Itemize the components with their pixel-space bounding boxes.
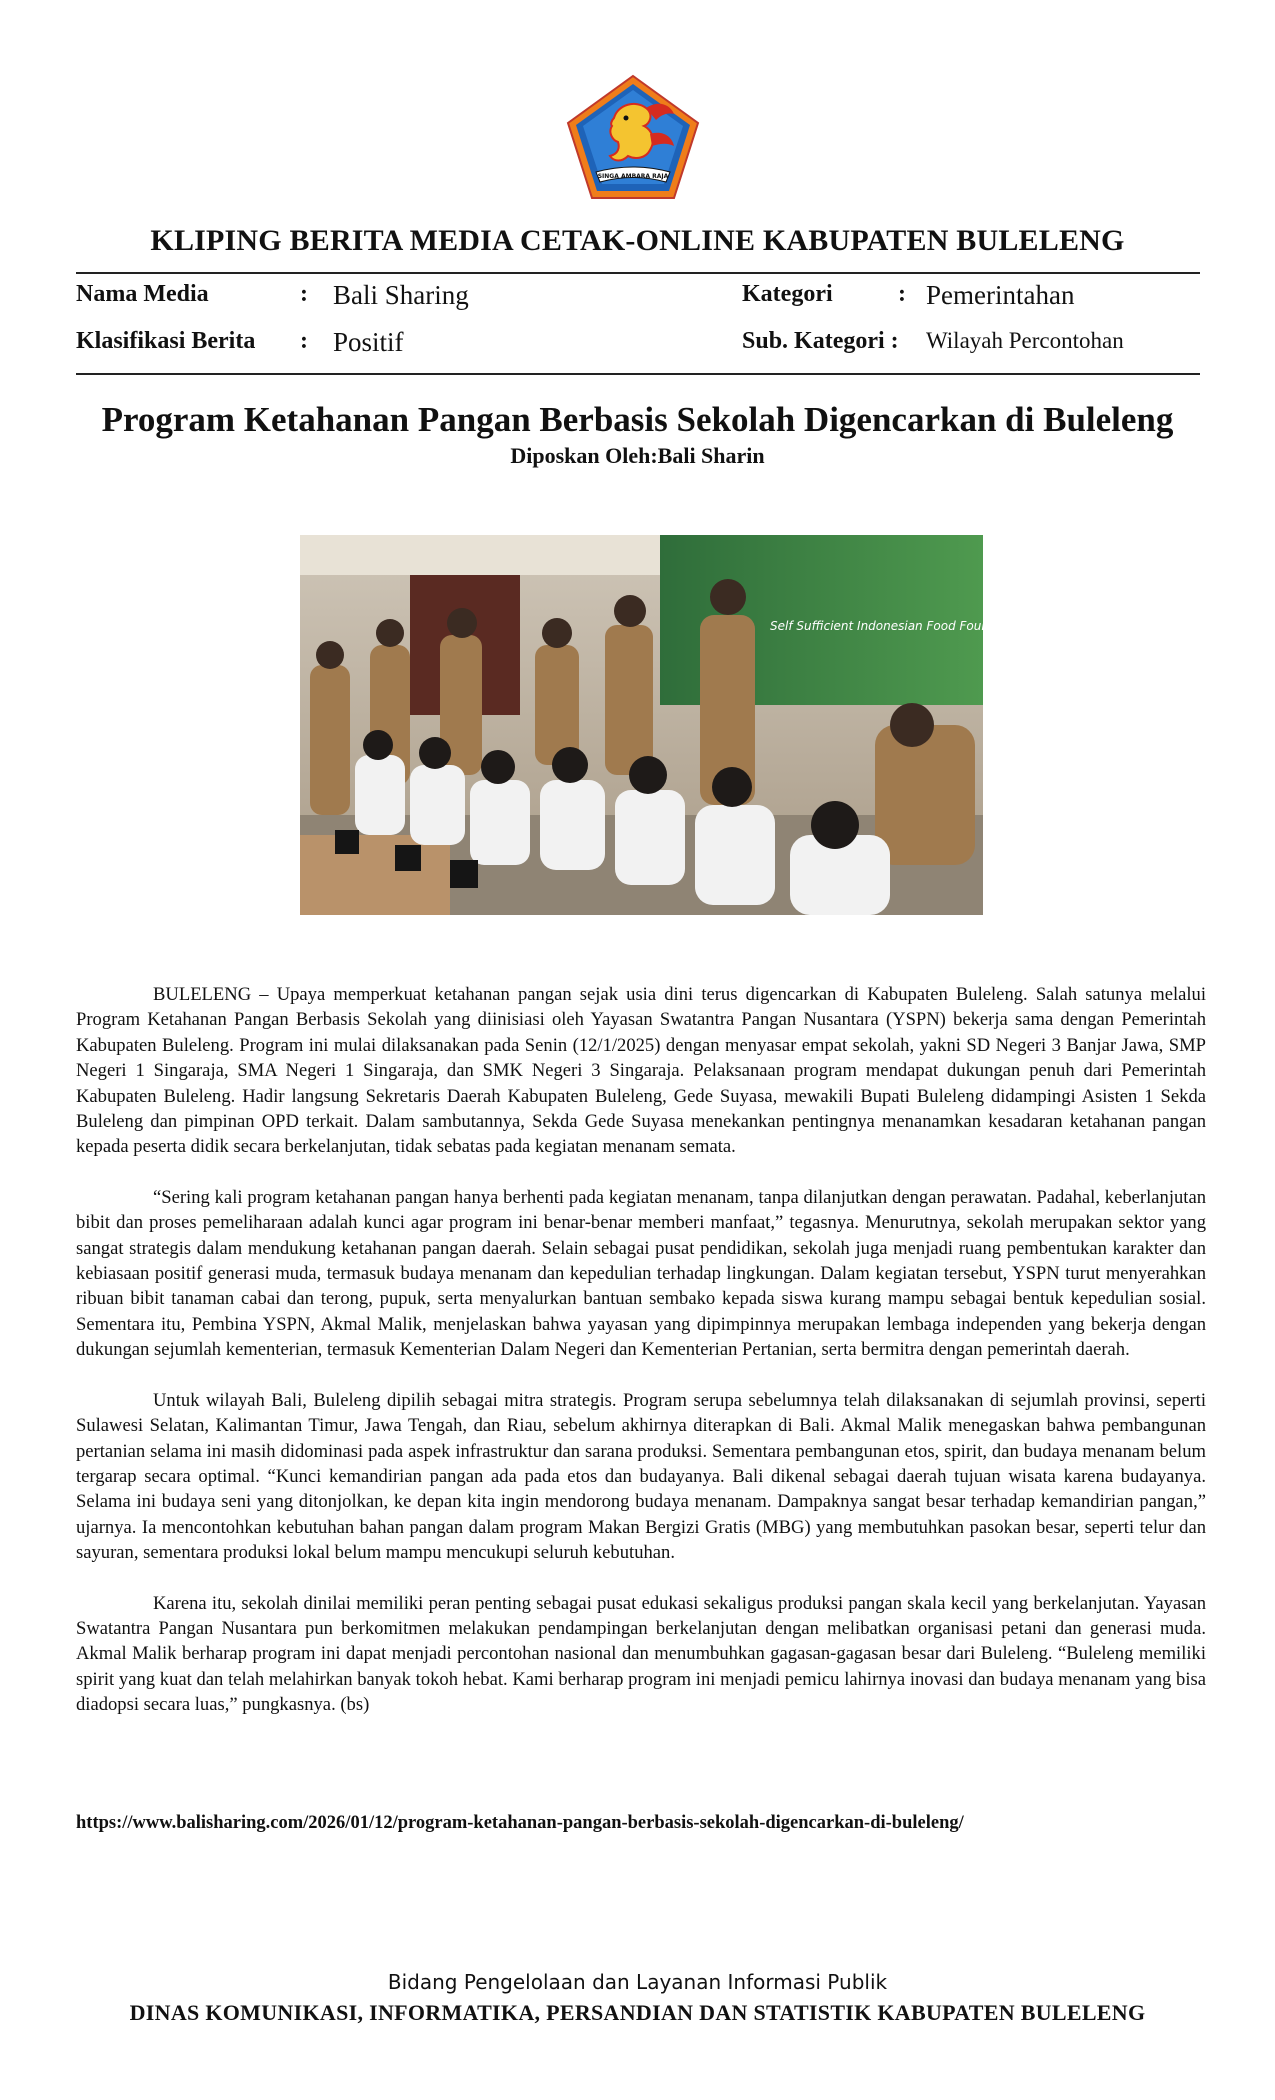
category-colon: :: [898, 281, 906, 307]
article-paragraph: BULELENG – Upaya memperkuat ketahanan pangan sejak usia dini terus digencarkan di Kabupaten Buleleng. Salah satunya melalui Program Ketahanan Pangan Berbasis Sekolah yang diinisiasi oleh Yayasan Swatantra Pangan Nusantara (YSPN) bekerja sama dengan Pemerintah Kabupaten Buleleng. Program ini mulai dilaksanakan pada Senin (12/1/2025) dengan menyasar empat sekolah, yakni SD Negeri 3 Banjar Jawa, SMP Negeri 1 Singaraja, SMA Negeri 1 Singaraja, dan SMK Negeri 3 Singaraja. Pelaksanaan program mendapat dukungan penuh dari Pemerintah Kabupaten Buleleng. Hadir langsung Sekretaris Daerah Kabupaten Buleleng, Gede Suyasa, mewakili Bupati Buleleng didampingi Asisten 1 Sekda Buleleng dan pimpinan OPD terkait. Dalam sambutannya, Sekda Gede Suyasa menekankan pentingnya menanamkan kesadaran ketahanan pangan kepada peserta didik secara berkelanjutan, tidak sebatas pada kegiatan menanam semata.: [76, 984, 1206, 1158]
media-value: Bali Sharing: [333, 280, 469, 310]
header-divider-bottom: [76, 373, 1200, 375]
header-divider-top: [76, 272, 1200, 274]
subcategory-value: Wilayah Percontohan: [926, 328, 1124, 353]
category-value: Pemerintahan: [926, 280, 1075, 310]
classification-colon: :: [300, 328, 308, 354]
photo-banner-text: Self Sufficient Indonesian Food Foundation: [770, 619, 1027, 633]
kabupaten-buleleng-logo: [566, 74, 700, 200]
source-url: https://www.balisharing.com/2026/01/12/program-ketahanan-pangan-berbasis-sekolah-digencarkan-di-buleleng/: [76, 1813, 964, 1833]
footer-division: Bidang Pengelolaan dan Layanan Informasi Publik: [387, 1970, 888, 1994]
subcategory-label: Sub. Kategori :: [742, 328, 899, 354]
footer-agency: DINAS KOMUNIKASI, INFORMATIKA, PERSANDIAN DAN STATISTIK KABUPATEN BULELENG: [129, 2000, 1146, 2025]
media-colon: :: [300, 281, 308, 307]
article-paragraph: Karena itu, sekolah dinilai memiliki peran penting sebagai pusat edukasi sekaligus produksi pangan skala kecil yang berkelanjutan. Yayasan Swatantra Pangan Nusantara pun berkomitmen melakukan pendampingan berkelanjutan dengan melibatkan organisasi petani dan generasi muda. Akmal Malik berharap program ini dapat menjadi percontohan nasional dan menumbuhkan gagasan-gagasan besar dari Buleleng. “Buleleng memiliki spirit yang kuat dan telah melahirkan banyak tokoh hebat. Kami berharap program ini menjadi pemicu lahirnya inovasi dan budaya menanam yang bisa diadopsi secara luas,” pungkasnya. (bs): [76, 1592, 1206, 1716]
article-title: Program Ketahanan Pangan Berbasis Sekolah Digencarkan di Buleleng: [101, 400, 1174, 439]
article-photo: [300, 535, 1027, 915]
article-paragraph: Untuk wilayah Bali, Buleleng dipilih sebagai mitra strategis. Program serupa sebelumnya telah dilaksanakan di sejumlah provinsi, seperti Sulawesi Selatan, Kalimantan Timur, Jawa Tengah, dan Riau, sebelum akhirnya diterapkan di Bali. Akmal Malik menegaskan bahwa pembangunan pertanian selama ini masih didominasi pada aspek infrastruktur dan sarana produksi. Sementara pembangunan etos, spirit, dan budaya menanam belum tergarap secara optimal. “Kunci kemandirian pangan ada pada etos dan budayanya. Bali dikenal sebagai daerah tujuan wisata karena budayanya. Selama ini budaya seni yang ditonjolkan, ke depan kita ingin mendorong budaya menanam. Dampaknya sangat besar terhadap kemandirian pangan,” ujarnya. Ia mencontohkan kebutuhan bahan pangan dalam program Makan Bergizi Gratis (MBG) yang membutuhkan pasokan besar, seperti telur dan sayuran, sementara produksi lokal belum mampu mencukupi seluruh kebutuhan.: [76, 1389, 1206, 1564]
classification-value: Positif: [333, 327, 404, 357]
logo-motto: SINGA AMBARA RAJA: [597, 173, 669, 180]
article-body: [76, 982, 1206, 1743]
document-header-title: KLIPING BERITA MEDIA CETAK-ONLINE KABUPATEN BULELENG: [150, 224, 1125, 257]
article-paragraph: “Sering kali program ketahanan pangan hanya berhenti pada kegiatan menanam, tanpa dilanjutkan dengan perawatan. Padahal, keberlanjutan bibit dan proses pemeliharaan adalah kunci agar program ini benar-benar memberi manfaat,” tegasnya. Menurutnya, sekolah merupakan sektor yang sangat strategis dalam mendukung ketahanan pangan daerah. Selain sebagai pusat pendidikan, sekolah juga menjadi ruang pembentukan karakter dan kebiasaan positif generasi muda, termasuk budaya menanam dan kepedulian terhadap lingkungan. Dalam kegiatan tersebut, YSPN turut menyerahkan ribuan bibit tanaman cabai dan terong, pupuk, serta menyalurkan bantuan sembako kepada siswa kurang mampu sebagai bentuk kepedulian sosial. Sementara itu, Pembina YSPN, Akmal Malik, menjelaskan bahwa yayasan yang dipimpinnya merupakan lembaga independen yang bekerja dengan dukungan sejumlah kementerian, termasuk Kementerian Dalam Negeri dan Kementerian Pertanian, serta bermitra dengan pemerintah daerah.: [76, 1186, 1206, 1361]
article-byline: Diposkan Oleh:Bali Sharin: [510, 443, 765, 468]
classification-label: Klasifikasi Berita: [76, 328, 256, 354]
media-label: Nama Media: [76, 281, 209, 307]
category-label: Kategori: [742, 281, 833, 307]
